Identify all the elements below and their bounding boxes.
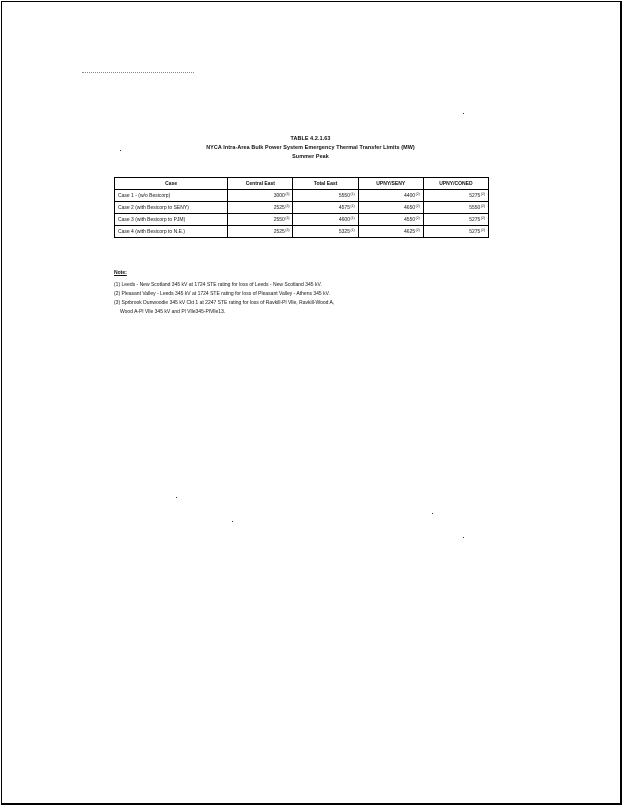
table-row [115,226,489,238]
cell-value: 5550 [469,205,481,211]
cell-value: 4400 [404,193,416,199]
upny-seny-cell [358,202,423,214]
note-item: (2) Pleasant Valley - Leeds 345 kV at 1724 STE rating for loss of Pleasant Valley - Athens 345 kV. [114,291,330,297]
cell-value: 5275 [469,217,481,223]
cell-value: 2525 [273,229,285,235]
total-east-cell [293,190,358,202]
cell-value: 4575 [338,205,350,211]
central-east-cell [228,190,293,202]
column-header-upny-coned: UPNY/CONED [423,178,488,190]
cell-value: 3000 [273,193,285,199]
upny-seny-cell [358,190,423,202]
footnote-ref: (2) [480,216,485,220]
upny-coned-cell [423,214,488,226]
footnote-ref: (2) [415,216,420,220]
note-item: (1) Leeds - New Scotland 345 kV at 1724 STE rating for loss of Leeds - New Scotland 345 kV. [114,282,322,288]
case-label: Case 4 (with Besicorp to N.E.) [115,226,228,238]
notes-heading: Note: [114,270,127,276]
footnote-ref: (2) [480,228,485,232]
cell-value: 2550 [273,217,285,223]
cell-value: 4650 [404,205,416,211]
total-east-cell [293,202,358,214]
table-number: TABLE 4.2.1.63 [290,136,331,142]
cell-value: 4625 [404,229,416,235]
column-header-case: Case [115,178,228,190]
footnote-ref: (2) [415,204,420,208]
scan-speck [232,521,233,522]
scan-artifact-scribble [82,72,194,76]
upny-coned-cell [423,226,488,238]
cell-value: 5550 [338,193,350,199]
cell-value: 4550 [404,217,416,223]
footnote-ref: (1) [350,192,355,196]
footnote-ref: (3) [285,228,290,232]
table-title: NYCA Intra-Area Bulk Power System Emergency Thermal Transfer Limits (MW) [206,145,415,151]
note-item: (3) Sprbrook Dunwoodie 345 kV Ckt 1 at 2247 STE rating for loss of Ravkill-Pl Vlle, Ravkill-Wood A, [114,300,335,306]
upny-coned-cell [423,190,488,202]
footnote-ref: (2) [415,228,420,232]
case-label: Case 2 (with Besicorp to SENY) [115,202,228,214]
upny-coned-cell [423,202,488,214]
case-label: Case 1 - (w/o Besicorp) [115,190,228,202]
central-east-cell [228,214,293,226]
upny-seny-cell [358,226,423,238]
cell-value: 5325 [338,229,350,235]
cell-value: 5275 [469,193,481,199]
footnote-ref: (3) [285,204,290,208]
cell-value: 5275 [469,229,481,235]
footnote-ref: (2) [480,192,485,196]
column-header-central-east: Central East [228,178,293,190]
central-east-cell [228,226,293,238]
upny-seny-cell [358,214,423,226]
total-east-cell [293,226,358,238]
column-header-upny-seny: UPNY/SENY [358,178,423,190]
total-east-cell [293,214,358,226]
notes-section [114,269,414,317]
footnote-ref: (2) [415,192,420,196]
note-item-continuation: Wood A-Pl Vlle 345 kV and Pl Vlle345-PlVlle13. [120,309,226,315]
table-row [115,190,489,202]
scan-speck [176,497,177,498]
table-row [115,214,489,226]
table-header-row [115,178,489,190]
table-row [115,202,489,214]
central-east-cell [228,202,293,214]
footnote-ref: (3) [285,192,290,196]
footnote-ref: (1) [350,216,355,220]
scan-speck [463,113,464,114]
case-label: Case 3 (with Besicorp to PJM) [115,214,228,226]
cell-value: 2525 [273,205,285,211]
footnote-ref: (2) [480,204,485,208]
cell-value: 4600 [338,217,350,223]
scan-speck [432,513,433,514]
footnote-ref: (1) [350,228,355,232]
footnote-ref: (1) [350,204,355,208]
scanned-page [1,1,622,805]
footnote-ref: (3) [285,216,290,220]
table-subtitle: Summer Peak [292,154,329,160]
column-header-total-east: Total East [293,178,358,190]
transfer-limits-table [114,177,489,238]
scan-speck [463,537,464,538]
